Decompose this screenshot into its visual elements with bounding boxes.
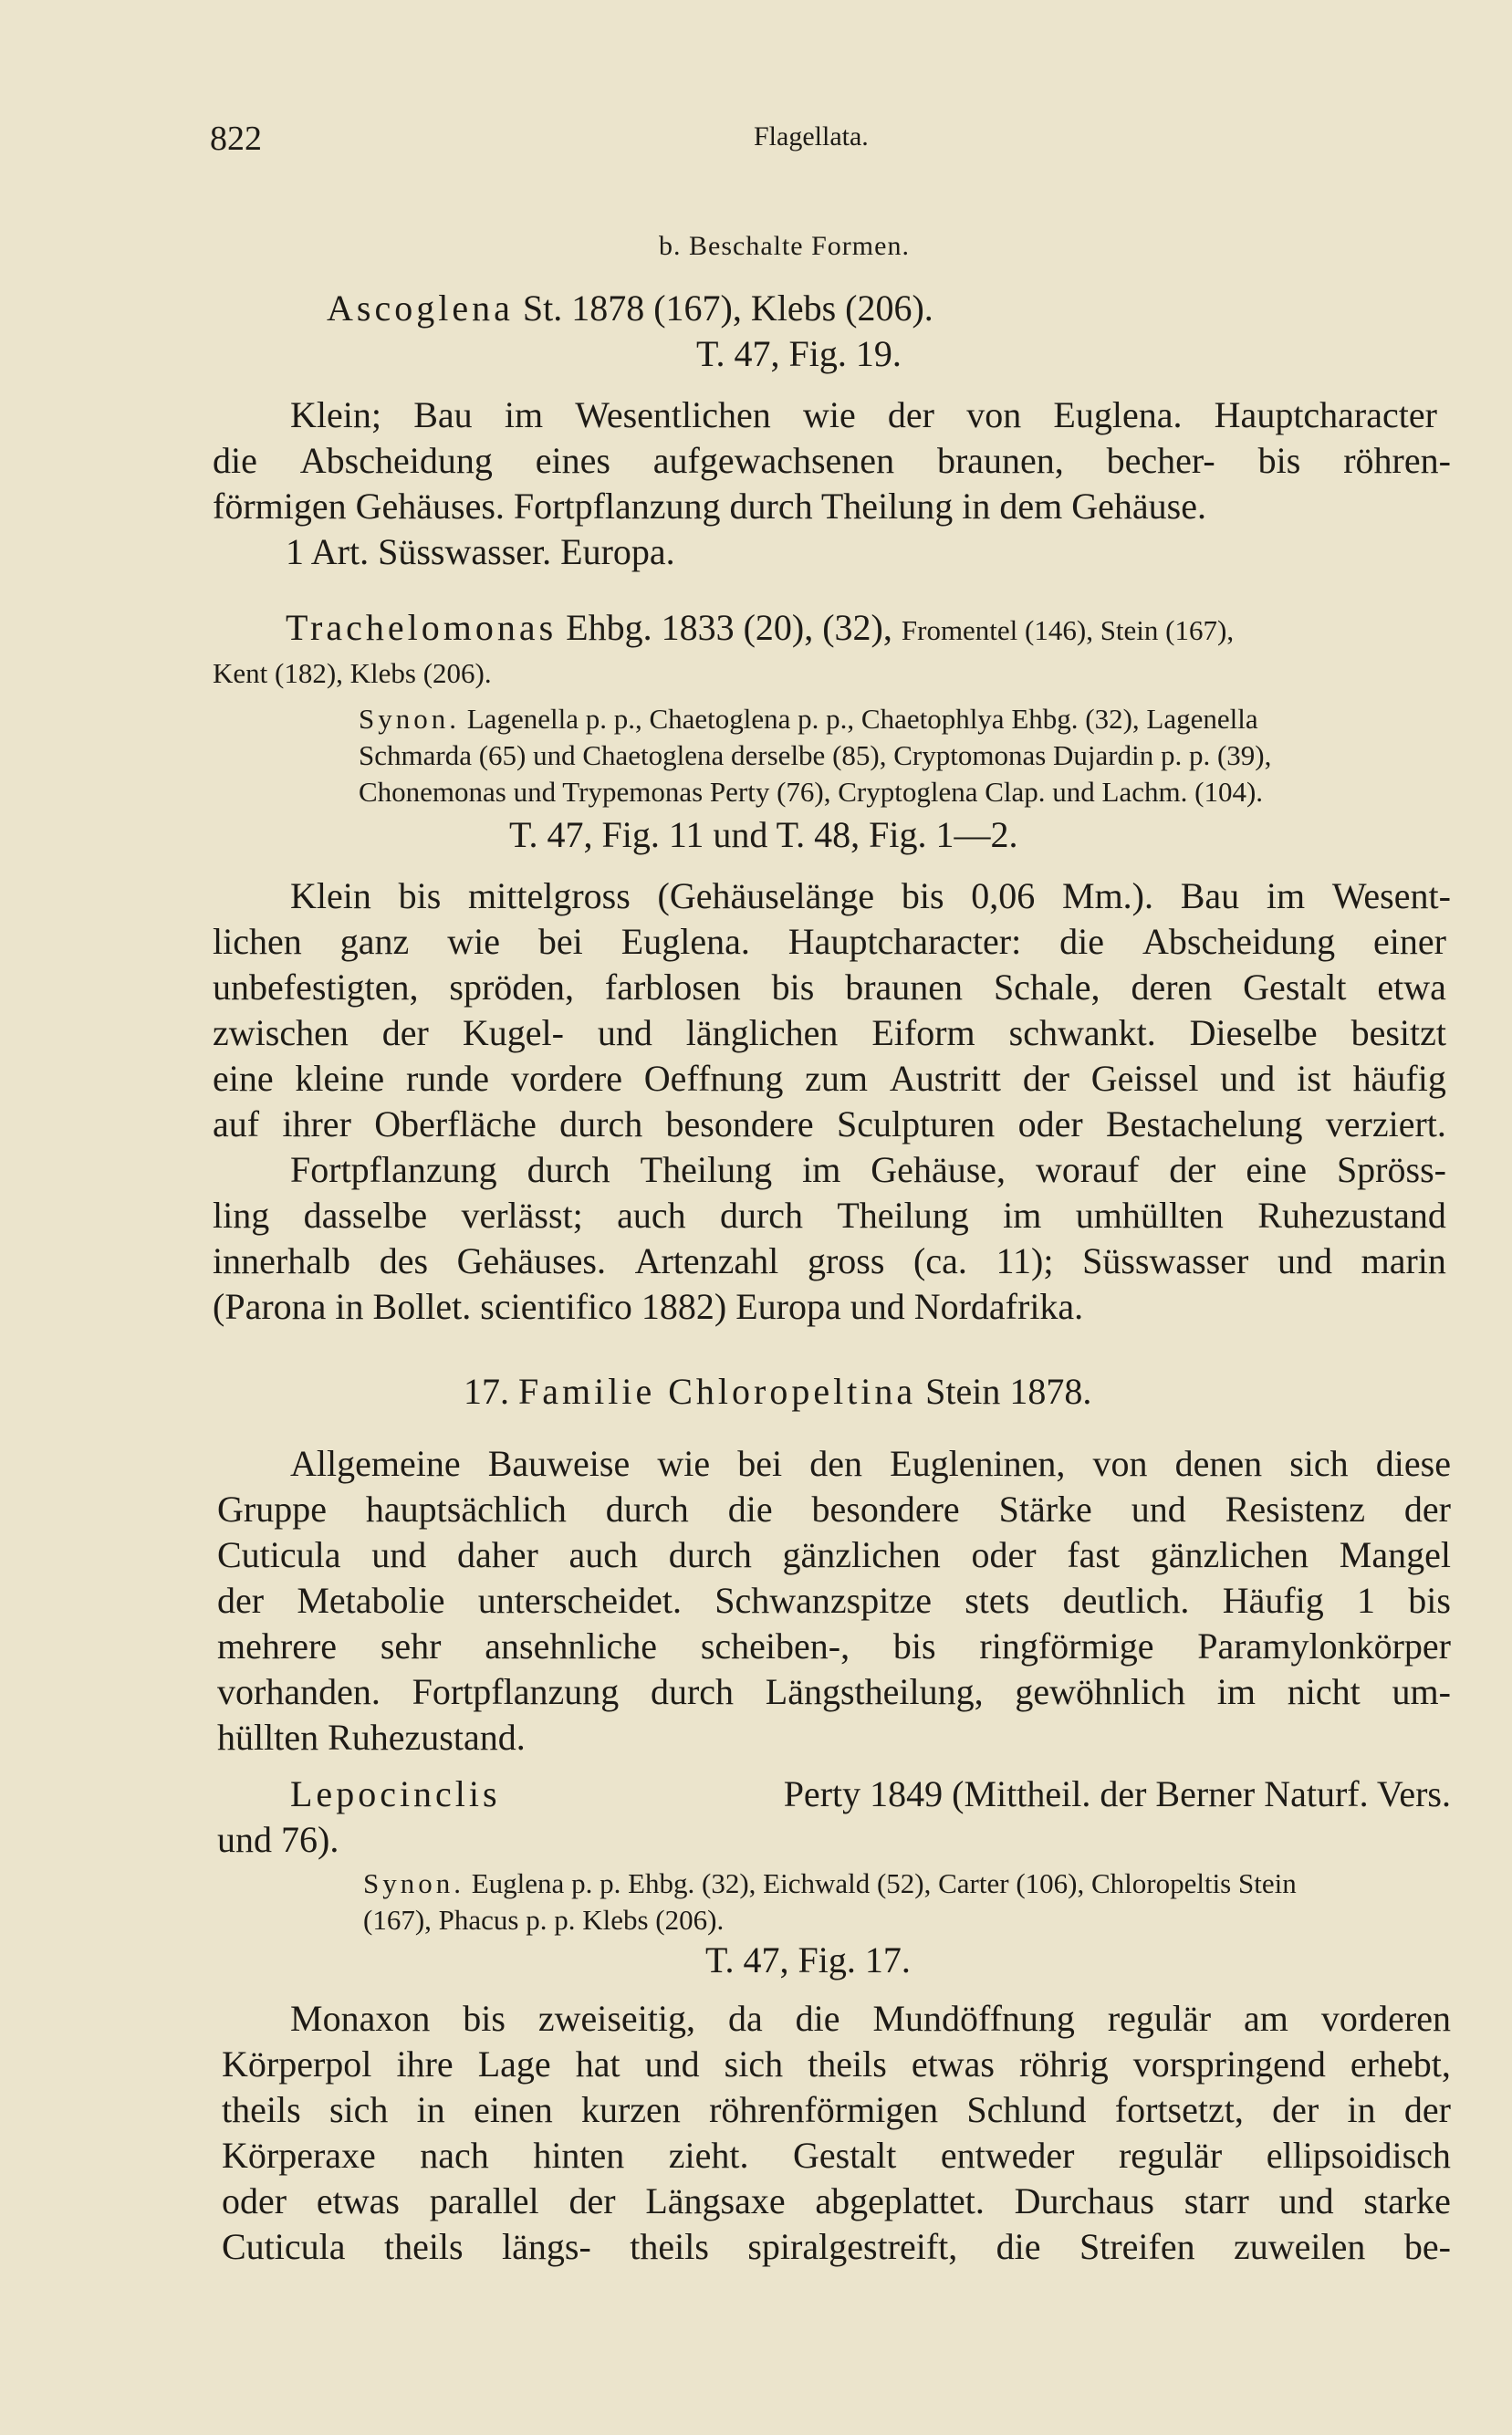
paragraph-line: auf ihrer Oberfläche durch besondere Sculpturen oder Bestachelung verziert. <box>213 1103 1446 1144</box>
synonyms-line: Synon. Euglena p. p. Ehbg. (32), Eichwald (52), Carter (106), Chloropeltis Stein <box>363 1867 1297 1899</box>
paragraph-line: Cuticula theils längs- theils spiralgestreift, die Streifen zuweilen be- <box>222 2226 1451 2267</box>
family-heading: 17. Familie Chloropeltina Stein 1878. <box>464 1371 1092 1412</box>
figure-reference: T. 47, Fig. 11 und T. 48, Fig. 1—2. <box>509 814 1018 855</box>
synonyms-label: Synon. <box>359 703 460 735</box>
paragraph-line: vorhanden. Fortpflanzung durch Längstheilung, gewöhnlich im nicht um- <box>217 1671 1451 1712</box>
paragraph-line: Cuticula und daher auch durch gänzlichen oder fast gänzlichen Mangel <box>217 1534 1451 1575</box>
genus-citation: Perty 1849 (Mittheil. der Berner Naturf. Vers. <box>783 1773 1451 1814</box>
paragraph-line: lichen ganz wie bei Euglena. Hauptcharacter: die Abscheidung einer <box>213 921 1446 962</box>
paragraph-line: förmigen Gehäuses. Fortpflanzung durch Theilung in dem Gehäuse. <box>213 486 1206 527</box>
paragraph-line: zwischen der Kugel- und länglichen Eiform schwankt. Dieselbe besitzt <box>213 1012 1446 1053</box>
paragraph-line: innerhalb des Gehäuses. Artenzahl gross (ca. 11); Süsswasser und marin <box>213 1240 1446 1281</box>
synonyms-line: Chonemonas und Trypemonas Perty (76), Cryptoglena Clap. und Lachm. (104). <box>359 776 1264 808</box>
paragraph-line: oder etwas parallel der Längsaxe abgeplattet. Durchaus starr und starke <box>222 2180 1451 2221</box>
genus-citation-cont: und 76). <box>217 1819 339 1860</box>
genus-citation-authors: Fromentel (146), Stein (167), <box>901 614 1235 646</box>
paragraph-line: Gruppe hauptsächlich durch die besondere Stärke und Resistenz der <box>217 1489 1451 1530</box>
ascoglena-entry <box>327 287 933 329</box>
genus-name: Ascoglena <box>327 287 514 329</box>
paragraph-line: der Metabolie unterscheidet. Schwanzspitze stets deutlich. Häufig 1 bis <box>217 1580 1451 1621</box>
paragraph-line: Monaxon bis zweiseitig, da die Mundöffnung regulär am vorderen <box>290 1998 1451 2039</box>
genus-citation: St. 1878 (167), Klebs (206). <box>522 287 933 329</box>
paragraph-line: Fortpflanzung durch Theilung im Gehäuse, worauf der eine Spröss- <box>290 1149 1446 1190</box>
running-title: Flagellata. <box>754 121 869 152</box>
genus-name: Lepocinclis <box>290 1773 501 1814</box>
page-number: 822 <box>210 120 262 158</box>
lepocinclis-entry <box>290 1773 1451 1814</box>
figure-reference: T. 47, Fig. 17. <box>705 1939 911 1980</box>
paragraph-line: Klein; Bau im Wesentlichen wie der von Euglena. Hauptcharacter <box>290 394 1437 435</box>
trachelomonas-entry <box>286 607 1235 648</box>
genus-citation: Ehbg. 1833 (20), (32), <box>566 607 892 648</box>
synonyms-label: Synon. <box>363 1867 464 1899</box>
paragraph-line: eine kleine runde vordere Oeffnung zum Austritt der Geissel und ist häufig <box>213 1058 1446 1099</box>
synonyms-line: Schmarda (65) und Chaetoglena derselbe (85), Cryptomonas Dujardin p. p. (39), <box>359 739 1272 771</box>
paragraph-line: (Parona in Bollet. scientifico 1882) Europa und Nordafrika. <box>213 1286 1084 1327</box>
paragraph-line: Klein bis mittelgross (Gehäuselänge bis 0,06 Mm.). Bau im Wesent- <box>290 875 1451 916</box>
synonyms-line: Synon. Lagenella p. p., Chaetoglena p. p., Chaetophlya Ehbg. (32), Lagenella <box>359 703 1258 735</box>
paragraph-line: hüllten Ruhezustand. <box>217 1717 526 1758</box>
subsection-heading: b. Beschalte Formen. <box>659 231 910 261</box>
paragraph-line: die Abscheidung eines aufgewachsenen braunen, becher- bis röhren- <box>213 440 1451 481</box>
genus-name: Trachelomonas <box>286 607 558 648</box>
paragraph-line: Allgemeine Bauweise wie bei den Eugleninen, von denen sich diese <box>290 1443 1451 1484</box>
figure-reference: T. 47, Fig. 19. <box>696 333 902 374</box>
paragraph-line: mehrere sehr ansehnliche scheiben-, bis ringförmige Paramylonkörper <box>217 1625 1451 1667</box>
paragraph-line: 1 Art. Süsswasser. Europa. <box>286 531 675 572</box>
paragraph-line: Körperaxe nach hinten zieht. Gestalt entweder regulär ellipsoidisch <box>222 2135 1451 2176</box>
paragraph-line: unbefestigten, spröden, farblosen bis braunen Schale, deren Gestalt etwa <box>213 967 1446 1008</box>
genus-citation-cont: Kent (182), Klebs (206). <box>213 657 492 689</box>
paragraph-line: Körperpol ihre Lage hat und sich theils etwas röhrig vorspringend erhebt, <box>222 2043 1451 2085</box>
paragraph-line: theils sich in einen kurzen röhrenförmigen Schlund fortsetzt, der in der <box>222 2089 1451 2130</box>
synonyms-line: (167), Phacus p. p. Klebs (206). <box>363 1904 725 1936</box>
paragraph-line: ling dasselbe verlässt; auch durch Theilung im umhüllten Ruhezustand <box>213 1195 1446 1236</box>
